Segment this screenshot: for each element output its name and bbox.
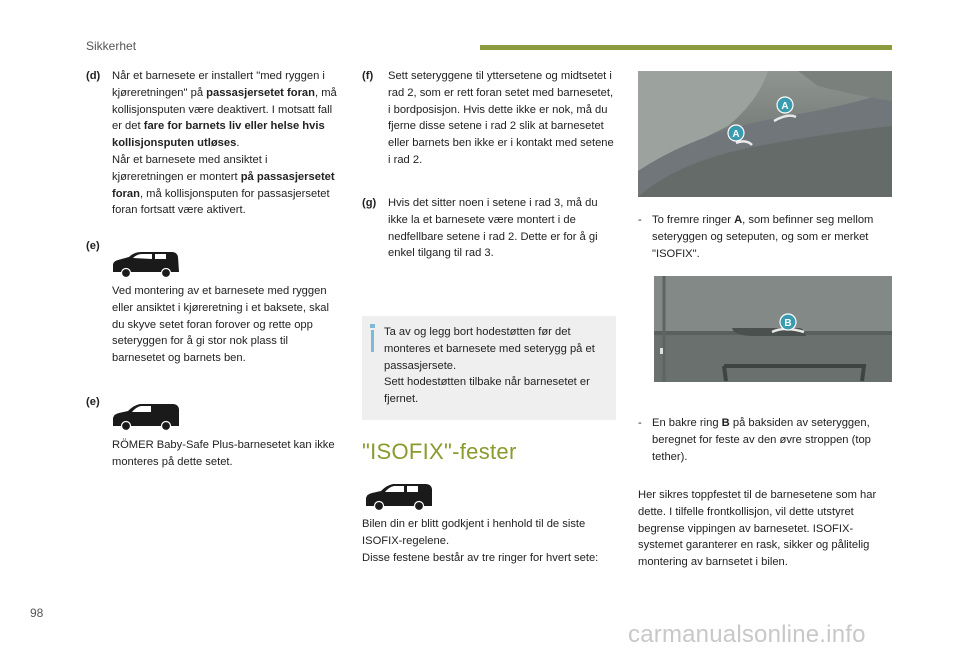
note-d-bold-1: passasjersetet foran <box>206 86 315 99</box>
note-d-text-4: Når et barnesete med ansiktet i kjøreretningen er montert <box>112 153 268 183</box>
note-d-text-5: , må kollisjonsputen for passasjersetet foran fortsatt være aktivert. <box>112 187 330 217</box>
note-d-text-1: Når et barnesete er installert "med ryggen i kjøreretningen" på <box>112 70 325 99</box>
bullet-b-text-1: En bakre ring <box>652 417 722 429</box>
info-text <box>384 324 612 408</box>
photo-rear-ring <box>654 276 892 382</box>
note-g-body: Hvis det sitter noen i setene i rad 3, må du ikke la et barnesete være montert i de nedfellbare setene i rad 2. Dette er for å gi enkel tilgang til rad 3. <box>388 197 598 260</box>
note-e2-label: (e) <box>86 396 100 408</box>
note-d <box>86 68 338 219</box>
isofix-explanation: Her sikres toppfestet til de barnesetene som har dette. I tilfelle frontkollisjon, vil dette utstyret begrense vippingen av barnesetet. ISOFIX-systemet garanterer en rask, sikker og pålitelig montering av barnsetet i bilen. <box>638 489 877 569</box>
info-line-2: Sett hodestøtten tilbake når barnesetet er fjernet. <box>384 376 590 406</box>
photo-front-rings <box>638 71 892 197</box>
note-g <box>362 195 616 262</box>
page-number: 98 <box>30 606 44 620</box>
bullet-a-text-1: To fremre ringer <box>652 214 735 226</box>
car-icon <box>110 248 182 278</box>
info-icon-bar <box>371 330 374 352</box>
note-e1-label: (e) <box>86 240 100 252</box>
note-e2-body: RÖMER Baby-Safe Plus-barnesetet kan ikke monteres på dette setet. <box>112 439 335 468</box>
note-d-text-2: , må kollisjonsputen være deaktivert. I motsatt fall er det <box>112 86 337 133</box>
note-f-label: (f) <box>362 70 374 82</box>
isofix-paragraph-1: Bilen din er blitt godkjent i henhold til de siste ISOFIX-regelene. <box>362 518 586 547</box>
bullet-ring-a <box>638 212 894 262</box>
ring-a-marker-1: A <box>781 101 789 112</box>
info-icon <box>370 324 375 328</box>
bullet-ring-b-text <box>652 415 894 465</box>
note-g-label: (g) <box>362 197 377 209</box>
bullet-ring-a-text <box>652 212 894 262</box>
van-icon <box>110 401 182 431</box>
note-d-body <box>112 68 338 219</box>
note-e1-body: Ved montering av et barnesete med ryggen eller ansiktet i kjøreretning i et baksete, skal du skyve setet foran forover og rette opp seteryggen for å gi stor nok plass til barnesetet og barnets ben. <box>112 285 330 365</box>
bullet-ring-b <box>638 415 894 465</box>
bullet-a-text-2: , som befinner seg mellom seteryggen og seteputen, og som er merket "ISOFIX". <box>652 214 874 260</box>
section-title: Sikkerhet <box>86 39 137 53</box>
note-f-body: Sett seteryggene til yttersetene og midtsetet i rad 2, som er rett foran setet med barnesetet, i bordposisjon. Hvis dette ikke er nok, må du fjerne disse setene i rad 2 slik at barnesetet eller barnets ben ikke er i kontakt med setene i rad 2. <box>388 70 614 166</box>
isofix-intro <box>362 516 620 566</box>
isofix-paragraph-2: Disse festene består av tre ringer for hvert sete: <box>362 551 599 564</box>
bullet-b-text-2: på baksiden av seteryggen, beregnet for feste av den øvre stroppen (top tether). <box>652 417 871 463</box>
isofix-heading: "ISOFIX"-fester <box>362 439 517 464</box>
ring-a-marker-2: A <box>732 129 740 140</box>
bullet-a-bold: A <box>734 214 743 226</box>
bullet-dash: - <box>638 214 642 226</box>
note-d-label: (d) <box>86 70 101 82</box>
bullet-dash: - <box>638 417 642 429</box>
watermark: carmanualsonline.info <box>628 621 866 648</box>
ring-b-marker: B <box>784 318 792 329</box>
van-icon-isofix <box>363 481 435 511</box>
note-d-bold-2: fare for barnets liv eller helse hvis kollisjonsputen utløses <box>112 120 325 150</box>
bullet-b-bold: B <box>721 417 730 429</box>
note-d-bold-3: på passasjersetet foran <box>112 170 335 200</box>
info-box <box>362 316 616 420</box>
note-f <box>362 68 616 169</box>
note-d-text-3: . <box>236 137 240 150</box>
header-accent-bar <box>480 45 892 50</box>
info-line-1: Ta av og legg bort hodestøtten før det monteres et barnesete med seterygg på et passasjersete. <box>384 326 595 372</box>
